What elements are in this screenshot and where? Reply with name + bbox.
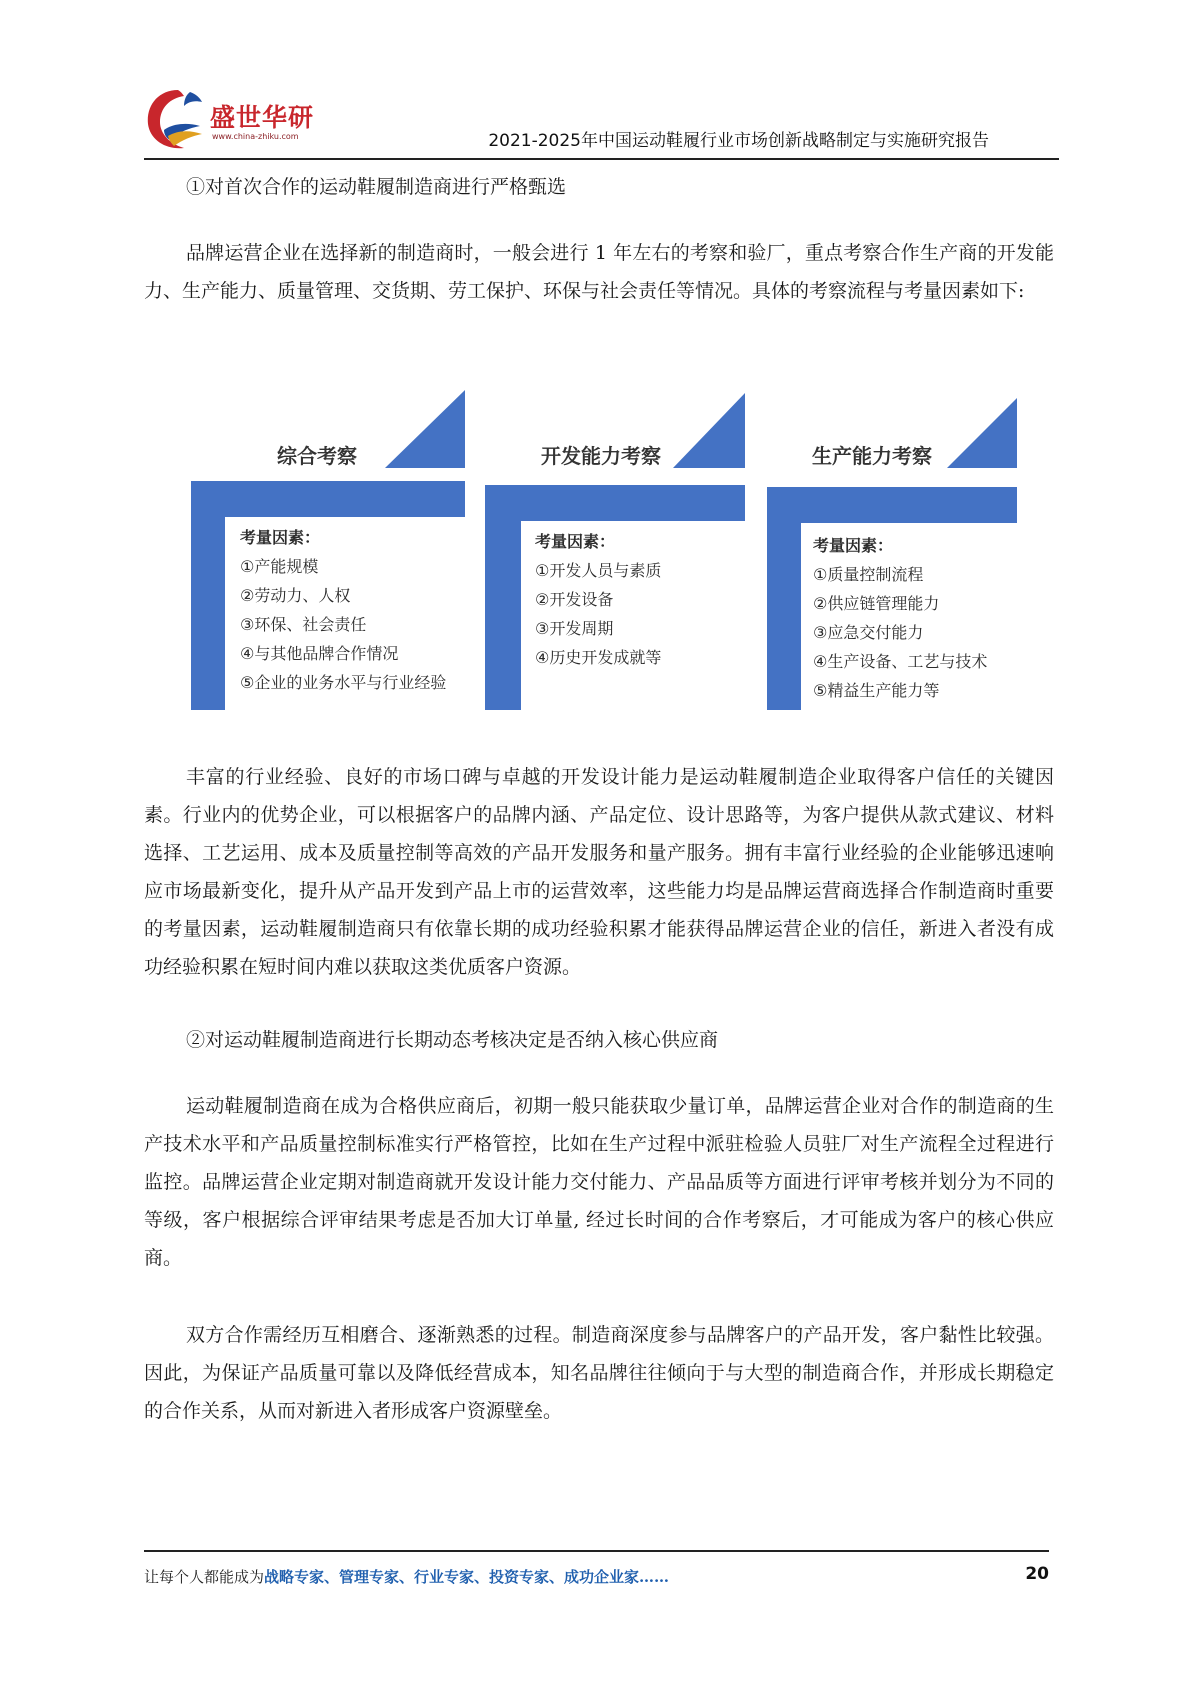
column-factors: [240, 523, 446, 697]
factor-item: ②劳动力、人权: [240, 586, 351, 605]
factor-item: ⑤精益生产能力等: [813, 681, 940, 700]
diagram-column-development: [485, 385, 750, 710]
section-heading-2: ②对运动鞋履制造商进行长期动态考核决定是否纳入核心供应商: [186, 1029, 719, 1051]
footer-slogan-roles: 战略专家、管理专家、行业专家、投资专家、成功企业家……: [264, 1568, 670, 1586]
page-number: 20: [1025, 1564, 1049, 1584]
diagram-column-comprehensive: [185, 385, 470, 710]
paragraph-2: 丰富的行业经验、良好的市场口碑与卓越的开发设计能力是运动鞋履制造企业取得客户信任的关键因素。行业内的优势企业，可以根据客户的品牌内涵、产品定位、设计思路等，为客户提供从款式建议、材料选择、工艺运用、成本及质量控制等高效的产品开发服务和量产服务。拥有丰富行业经验的企业能够迅速响应市场最新变化，提升从产品开发到产品上市的运营效率，这些能力均是品牌运营商选择合作制造商时重要的考量因素，运动鞋履制造商只有依靠长期的成功经验积累才能获得品牌运营企业的信任，新进入者没有成功经验积累在短时间内难以获取这类优质客户资源。: [144, 766, 1054, 978]
factor-item: ④生产设备、工艺与技术: [813, 652, 988, 671]
factor-item: ②供应链管理能力: [813, 594, 940, 613]
footer-slogan-prefix: 让每个人都能成为: [144, 1568, 265, 1586]
factor-item: ①产能规模: [240, 557, 319, 576]
column-title: 生产能力考察: [812, 444, 932, 468]
page-header: [144, 80, 1059, 160]
factor-label: 考量因素：: [535, 532, 616, 551]
factor-label: 考量因素：: [240, 528, 321, 547]
factor-item: ③开发周期: [535, 619, 614, 638]
factor-item: ⑤企业的业务水平与行业经验: [240, 673, 447, 692]
factor-item: ③应急交付能力: [813, 623, 924, 642]
column-title: 开发能力考察: [541, 444, 661, 468]
factor-item: ④与其他品牌合作情况: [240, 644, 399, 663]
factor-item: ②开发设备: [535, 590, 614, 609]
logo-url: www.china-zhiku.com: [212, 132, 299, 141]
column-title: 综合考察: [277, 444, 357, 468]
logo-name: 盛世华研: [210, 103, 315, 132]
page-footer: [144, 1566, 1049, 1587]
paragraph-4: 双方合作需经历互相磨合、逐渐熟悉的过程。制造商深度参与品牌客户的产品开发，客户黏性比较强。因此，为保证产品质量可靠以及降低经营成本，知名品牌往往倾向于与大型的制造商合作，并形成长期稳定的合作关系，从而对新进入者形成客户资源壁垒。: [144, 1324, 1054, 1422]
evaluation-diagram: [185, 385, 1025, 710]
factor-item: ③环保、社会责任: [240, 615, 367, 634]
factor-label: 考量因素：: [813, 536, 894, 555]
column-factors: [535, 527, 661, 672]
column-factors: [813, 531, 987, 705]
diagram-column-production: [767, 385, 1022, 710]
header-divider: [144, 158, 1059, 160]
factor-item: ①质量控制流程: [813, 565, 924, 584]
paragraph-3: 运动鞋履制造商在成为合格供应商后，初期一般只能获取少量订单，品牌运营企业对合作的制造商的生产技术水平和产品质量控制标准实行严格管控，比如在生产过程中派驻检验人员驻厂对生产流程全过程进行监控。品牌运营企业定期对制造商就开发设计能力交付能力、产品品质等方面进行评审考核并划分为不同的等级，客户根据综合评审结果考虑是否加大订单量, 经过长时间的合作考察后，才可能成为客户的核心供应商。: [144, 1095, 1054, 1269]
report-title: 2021-2025年中国运动鞋履行业市场创新战略制定与实施研究报告: [488, 131, 989, 151]
company-logo: [144, 80, 364, 154]
paragraph-1: 品牌运营企业在选择新的制造商时，一般会进行 1 年左右的考察和验厂，重点考察合作生产商的开发能力、生产能力、质量管理、交货期、劳工保护、环保与社会责任等情况。具体的考察流程与考量因素如下:: [144, 242, 1054, 302]
footer-divider: [144, 1550, 1049, 1552]
section-heading-1: ①对首次合作的运动鞋履制造商进行严格甄选: [186, 176, 567, 198]
logo-swoosh-icon: [144, 84, 210, 154]
factor-item: ①开发人员与素质: [535, 561, 662, 580]
factor-item: ④历史开发成就等: [535, 648, 662, 667]
